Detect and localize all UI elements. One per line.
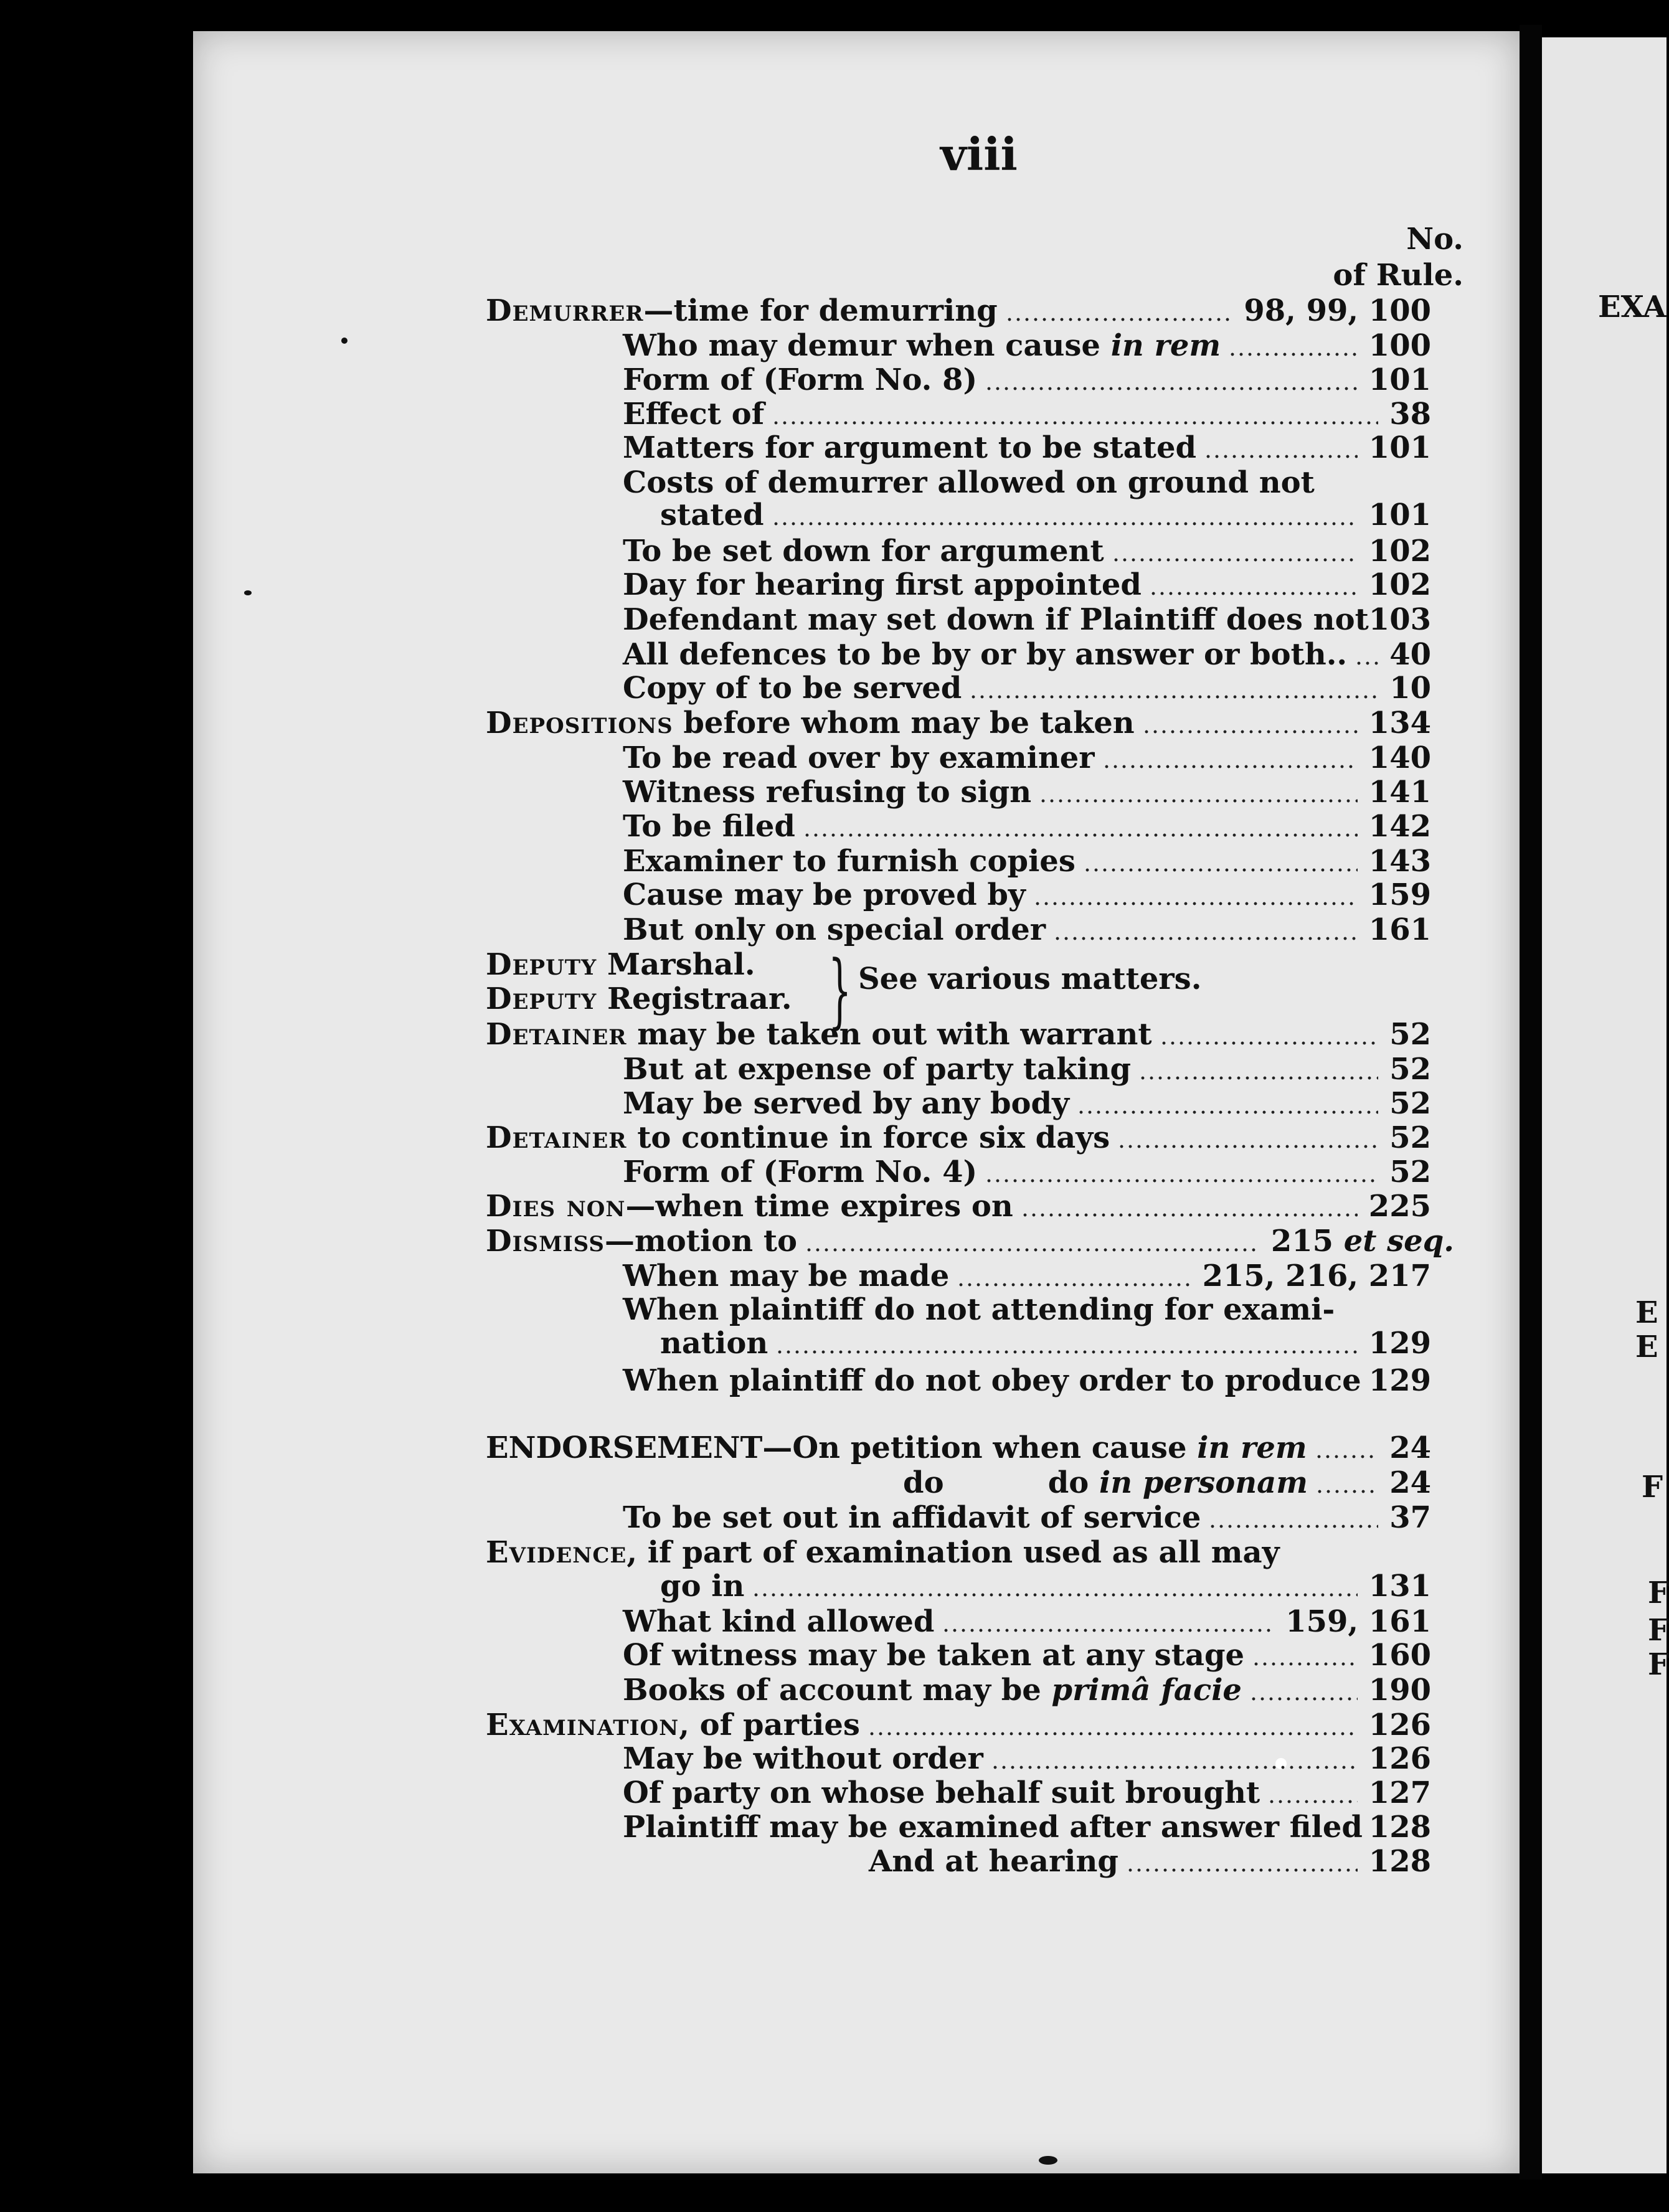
index-entry [0,1018,1667,1051]
rule-number-value: 126 [1368,1741,1431,1776]
index-entry [0,706,1667,740]
rule-number [1369,1326,1431,1360]
entry-description: Costs of demurrer allowed on ground not [623,465,1315,500]
index-entry [0,1742,1667,1775]
entry-description: —when time expires on [625,1189,1013,1224]
leader-dots [1252,1662,1358,1666]
leader-dots [805,1248,1260,1252]
rule-number [1369,603,1431,636]
rule-number-value: 40 [1389,637,1431,672]
rule-number [1369,534,1431,568]
right-page-fragment: F [1642,1470,1663,1505]
index-entry [0,534,1667,568]
entry-description: —time for demurring [643,293,998,328]
leader-dots [985,1179,1378,1183]
index-entry [0,1224,1667,1258]
index-entry [0,1155,1667,1189]
rule-number-value: 141 [1368,775,1431,810]
entry-text [623,844,1076,878]
rule-number [1369,1742,1431,1775]
rule-number-value: 10 [1389,671,1431,706]
index-entry [0,1121,1667,1155]
entry-text [486,294,998,328]
entry-description: To be set down for argument [623,534,1104,569]
entry-description: —motion to [604,1224,798,1259]
entry-text [623,1673,1242,1707]
leader-dots [1117,1145,1378,1148]
entry-heading: Dies non [486,1189,626,1224]
entry-description: To be set out in affidavit of service [623,1500,1201,1535]
leader-dots [1315,1490,1378,1493]
index-entry [0,1052,1667,1086]
leader-dots [752,1593,1357,1597]
index-entry [0,1776,1667,1810]
rule-number [1389,1466,1431,1500]
leader-dots [969,695,1378,699]
rule-number-value: 160 [1368,1638,1431,1673]
rule-number [1389,1052,1431,1086]
leader-dots [1208,1524,1378,1528]
entry-description: But only on special order [623,912,1046,947]
rule-number-value: 215 [1270,1224,1344,1259]
rule-number-value: 131 [1368,1569,1431,1604]
rule-number [1389,1155,1431,1189]
entry-heading: Depositions [486,706,673,740]
entry-description: Effect of [623,397,765,432]
leader-dots [1138,1076,1378,1080]
index-entry [0,1638,1667,1672]
leader-dots [868,1732,1358,1736]
entry-description: Plaintiff may be examined after answer filed [623,1810,1363,1845]
entry-text [623,603,1369,636]
entry-description: go in [660,1569,745,1604]
rule-number-value: 52 [1389,1052,1431,1087]
entry-text [623,671,962,705]
rule-number [1285,1605,1431,1638]
entry-heading: Deputy [486,981,597,1016]
entry-text [486,1018,1152,1051]
entry-text [623,1259,949,1293]
entry-description: When plaintiff do not obey order to produce [623,1363,1361,1398]
index-entry [0,1431,1667,1465]
entry-text [486,1708,860,1742]
entry-description: All defences to be by or by answer or both.. [623,637,1348,672]
entry-text [623,878,1026,912]
column-header-line2: of Rule. [1333,258,1463,293]
rule-number-value: 24 [1389,1430,1431,1465]
entry-description: Copy of to be served [623,671,962,706]
entry-description: Examiner to furnish copies [623,844,1076,879]
index-entry [0,741,1667,775]
entry-text [623,431,1196,465]
entry-text [660,498,764,532]
leader-dots [1160,1041,1379,1045]
leader-dots [775,1350,1357,1354]
entry-heading: Detainer [486,1017,627,1052]
index-entry [0,948,1667,981]
index-entry [0,397,1667,431]
leader-dots [1112,558,1358,562]
rule-number [1369,1364,1431,1397]
index-entry [0,913,1667,947]
leader-dots [1102,765,1358,768]
rule-number-value: 101 [1368,362,1431,397]
rule-number [1271,1224,1454,1258]
index-entry [0,466,1667,499]
rule-number [1369,878,1431,912]
rule-number [1369,1810,1431,1844]
index-entry [0,363,1667,397]
rule-number [1389,397,1431,431]
entry-description: May be without order [623,1741,983,1776]
entry-italic: in rem [1110,328,1221,363]
entry-description: may be taken out with warrant [626,1017,1152,1052]
leader-dots [1126,1868,1358,1872]
leader-dots [1077,1110,1378,1114]
entry-description: do do [903,1465,1099,1500]
rule-number [1389,1018,1431,1051]
entry-text [486,1431,1307,1465]
entry-heading: Dismiss [486,1224,605,1259]
index-entry [0,1569,1667,1603]
index-entry [0,1087,1667,1120]
rule-number [1369,1189,1431,1223]
entry-heading: Examination [486,1708,679,1742]
leader-dots [1142,730,1358,734]
leader-dots [803,833,1358,837]
entry-text [486,1536,1280,1569]
leader-dots [1021,1213,1358,1217]
rule-number-value: 52 [1389,1155,1431,1189]
entry-text [903,1466,1308,1500]
index-entry [0,844,1667,878]
rule-number-value: 225 [1368,1189,1431,1224]
rule-number-italic: et seq. [1343,1224,1454,1259]
rule-number [1369,568,1431,602]
rule-number [1369,775,1431,809]
entry-description: Form of (Form No. 8) [623,362,978,397]
entry-description: , of parties [679,1708,860,1742]
rule-number [1369,1673,1431,1707]
leader-dots [1355,661,1378,665]
entry-heading: Detainer [486,1120,627,1155]
leader-dots [942,1628,1274,1632]
rule-number-value: 38 [1389,397,1431,432]
entry-description: And at hearing [869,1844,1118,1879]
leader-dots [957,1283,1191,1287]
entry-description: Who may demur when cause [623,328,1111,363]
entry-description: To be read over by examiner [623,740,1095,775]
entry-description: —On petition when cause [762,1430,1198,1465]
entry-text [623,1501,1201,1534]
rule-number-value: 126 [1368,1708,1431,1742]
rule-number-value: 140 [1368,740,1431,775]
index-entry [0,1536,1667,1569]
leader-dots [1039,799,1358,803]
index-entry [0,671,1667,705]
right-page-fragment: F [1648,1613,1669,1648]
rule-number [1369,810,1431,843]
index-entry [0,1466,1667,1500]
right-page-fragment: EXA [1598,290,1667,324]
entry-text [623,363,977,397]
rule-number-value: 52 [1389,1120,1431,1155]
entry-text [623,741,1095,775]
entry-text [660,1326,768,1360]
entry-description: to continue in force six days [626,1120,1110,1155]
rule-number-value: 134 [1368,706,1431,740]
rule-number-value: 143 [1368,844,1431,879]
entry-heading: Demurrer [486,293,644,328]
entry-description: Witness refusing to sign [623,775,1032,810]
rule-number-value: 98, 99, 100 [1244,293,1431,328]
rule-number-value: 142 [1368,809,1431,844]
index-entry [0,568,1667,602]
index-entry [0,1293,1667,1326]
rule-number-value: 24 [1389,1465,1431,1500]
entry-italic: primâ facie [1051,1673,1242,1708]
entry-description: before whom may be taken [673,706,1135,740]
rule-number-value: 100 [1368,328,1431,363]
brace: } [828,943,852,1037]
rule-number-value: 161 [1368,912,1431,947]
rule-number [1369,329,1431,362]
leader-dots [1315,1455,1379,1458]
entry-description: Matters for argument to be stated [623,430,1197,465]
rule-number [1369,1638,1431,1672]
column-header-line1: No. [1406,222,1463,257]
index-entry [0,878,1667,912]
rule-number-value: 159, 161 [1285,1604,1431,1639]
entry-description: Books of account may be [623,1673,1052,1708]
entry-description: When may be made [623,1259,950,1293]
rule-number [1369,1569,1431,1603]
entry-text [623,1638,1244,1672]
entry-description: , if part of examination used as all may [626,1535,1280,1570]
entry-text [623,1293,1335,1326]
entry-description: What kind allowed [623,1604,935,1639]
index-entry [0,775,1667,809]
rule-number-value: 101 [1368,430,1431,465]
leader-dots [1149,592,1358,595]
rule-number [1203,1259,1431,1293]
rule-number-value: 102 [1368,567,1431,602]
rule-number-value: 129 [1368,1363,1431,1398]
entry-heading: Evidence [486,1535,627,1570]
entry-text [623,1605,934,1638]
rule-number-value: 52 [1389,1017,1431,1052]
rule-number [1369,498,1431,532]
entry-text [623,775,1031,809]
leader-dots [1228,352,1358,356]
entry-description: When plaintiff do not attending for exami- [623,1292,1335,1327]
rule-number [1389,1121,1431,1155]
leader-dots [1083,868,1358,872]
entry-heading: Deputy [486,947,597,982]
rule-number [1389,671,1431,705]
entry-text [623,810,795,843]
entry-text [869,1845,1118,1878]
rule-number [1369,1708,1431,1742]
entry-text [623,534,1104,568]
right-page-fragment: F [1648,1576,1669,1610]
entry-description: nation [660,1326,768,1361]
index-entry [0,1810,1667,1844]
index-entry [0,1673,1667,1707]
entry-text [623,397,764,431]
rule-number-value: 52 [1389,1086,1431,1121]
right-page-fragment: F [1648,1647,1669,1682]
entry-text [660,1569,744,1603]
entry-description: Form of (Form No. 4) [623,1155,978,1189]
entry-text [486,1189,1013,1223]
entry-italic: in personam [1099,1465,1308,1500]
entry-text [623,568,1142,602]
index-entry [0,294,1667,328]
rule-number-value: 190 [1368,1673,1431,1708]
leader-dots [1249,1697,1358,1701]
index-entry [0,1605,1667,1638]
rule-number [1369,1776,1431,1810]
index-entry [0,1189,1667,1223]
leader-dots [1033,902,1358,905]
brace-note: See various matters. [858,962,1202,996]
rule-number [1389,1087,1431,1120]
rule-number [1389,1431,1431,1465]
entry-heading: ENDORSEMENT [486,1430,763,1465]
rule-number [1389,638,1431,671]
rule-number [1244,294,1431,328]
page-number: viii [940,128,1018,181]
entry-description: Marshal. [597,947,755,982]
rule-number [1369,363,1431,397]
entry-description: To be filed [623,809,795,844]
entry-italic: in rem [1197,1430,1307,1465]
entry-text [623,1155,977,1189]
leader-dots [772,522,1358,526]
rule-number-value: 128 [1368,1810,1431,1845]
index-entry [0,1501,1667,1534]
index-entry [0,1708,1667,1742]
entry-text [486,982,792,1016]
rule-number [1389,1501,1431,1534]
entry-description: May be served by any body [623,1086,1069,1121]
entry-text [623,1742,983,1775]
rule-number-value: 103 [1368,602,1431,637]
entry-text [486,948,755,981]
index-entry [0,498,1667,532]
leader-dots [985,387,1358,390]
entry-text [623,466,1315,499]
entry-text [623,913,1046,947]
entry-text [623,1776,1260,1810]
index-entry [0,810,1667,843]
rule-number-value: 101 [1368,498,1431,532]
right-page-fragment: E [1635,1330,1658,1364]
entry-text [486,706,1135,740]
entry-description: But at expense of party taking [623,1052,1132,1087]
index-entry [0,1326,1667,1360]
entry-text [623,638,1347,671]
right-page-fragment: E [1635,1295,1658,1330]
leader-dots [1053,937,1358,940]
index-entry [0,638,1667,671]
rule-number-value: 127 [1368,1775,1431,1810]
leader-dots [1267,1800,1358,1803]
leader-dots [772,421,1378,425]
rule-number-value: 129 [1368,1326,1431,1361]
entry-text [623,1364,1361,1397]
entry-description: Of party on whose behalf suit brought [623,1775,1260,1810]
rule-number-value: 102 [1368,534,1431,569]
rule-number [1369,913,1431,947]
rule-number [1369,741,1431,775]
entry-text [623,1810,1363,1844]
entry-description: stated [660,498,764,532]
rule-number-value: 128 [1368,1844,1431,1879]
rule-number-value: 37 [1389,1500,1431,1535]
index-entry [0,1364,1667,1397]
rule-number-value: 159 [1368,877,1431,912]
entry-description: Cause may be proved by [623,877,1026,912]
rule-number [1369,431,1431,465]
entry-description: Of witness may be taken at any stage [623,1638,1245,1673]
leader-dots [1005,318,1233,321]
leader-dots [991,1765,1358,1769]
index-entry [0,1259,1667,1293]
index-entry [0,1845,1667,1878]
entry-description: Day for hearing first appointed [623,567,1142,602]
index-entry [0,329,1667,362]
rule-number [1369,706,1431,740]
entry-text [486,1224,797,1258]
entry-text [623,1052,1131,1086]
entry-text [623,329,1221,362]
rule-number [1369,844,1431,878]
rule-number [1369,1845,1431,1878]
index-entry [0,431,1667,465]
entry-description: Defendant may set down if Plaintiff does not [623,602,1369,637]
index-entry [0,982,1667,1016]
index-entry [0,603,1667,636]
entry-text [623,1087,1069,1120]
entry-text [486,1121,1110,1155]
entry-description: Registraar. [597,981,792,1016]
rule-number-value: 215, 216, 217 [1202,1259,1431,1293]
leader-dots [1204,455,1358,458]
